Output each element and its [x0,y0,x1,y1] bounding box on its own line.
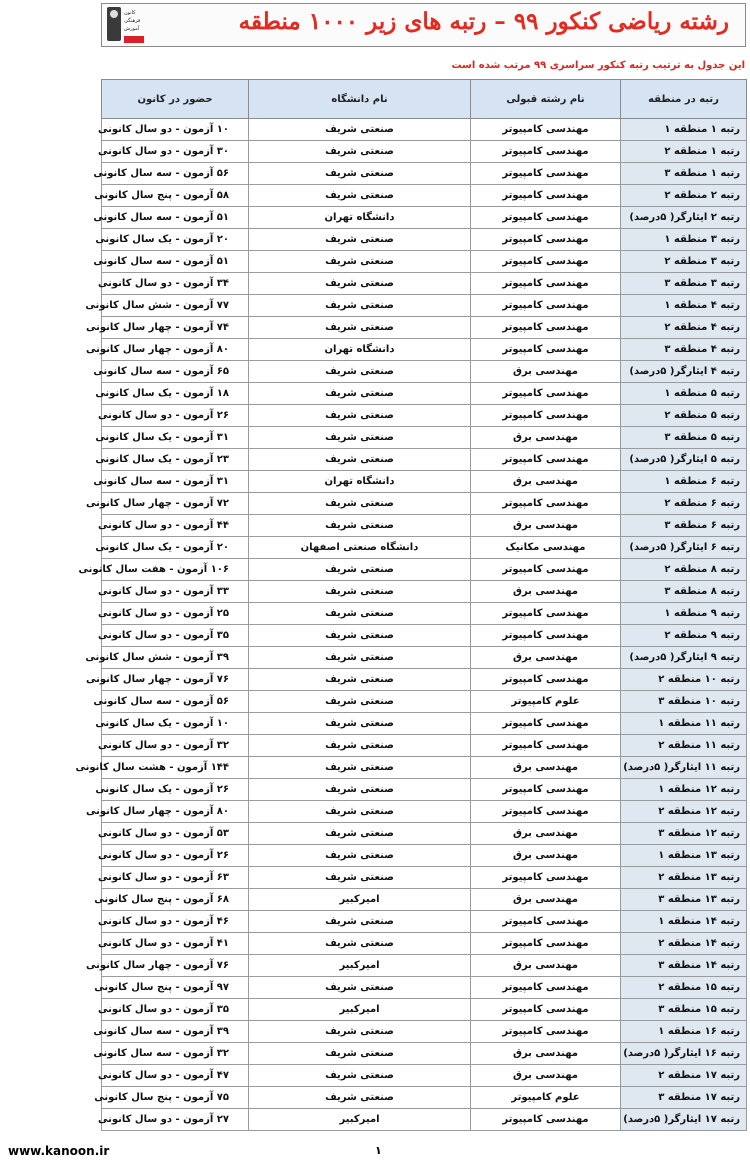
table-row [102,779,747,801]
cell-rank: رتبه ۱۵ منطقه ۳ [621,999,747,1021]
cell-major: علوم کامپیوتر [471,1087,621,1109]
cell-rank: رتبه ۸ منطقه ۲ [621,559,747,581]
cell-university: امیرکبیر [249,999,471,1021]
cell-rank: رتبه ۱۷ ایثارگر( ۵درصد) [621,1109,747,1131]
table-row [102,427,747,449]
cell-major: مهندسی کامپیوتر [471,119,621,141]
cell-attendance: ۵۳ آزمون - دو سال کانونی [102,823,249,845]
cell-major: مهندسی کامپیوتر [471,625,621,647]
cell-attendance: ۳۰ آزمون - دو سال کانونی [102,141,249,163]
cell-university: صنعتی شریف [249,801,471,823]
cell-major: مهندسی برق [471,1065,621,1087]
cell-major: مهندسی کامپیوتر [471,207,621,229]
cell-rank: رتبه ۱۰ منطقه ۲ [621,669,747,691]
cell-university: صنعتی شریف [249,845,471,867]
cell-university: امیرکبیر [249,889,471,911]
cell-attendance: ۴۱ آزمون - دو سال کانونی [102,933,249,955]
table-row [102,493,747,515]
table-row [102,207,747,229]
table-row [102,163,747,185]
cell-rank: رتبه ۳ منطقه ۲ [621,251,747,273]
cell-attendance: ۳۱ آزمون - یک سال کانونی [102,427,249,449]
cell-attendance: ۹۷ آزمون - پنج سال کانونی [102,977,249,999]
cell-rank: رتبه ۱۴ منطقه ۲ [621,933,747,955]
table-row [102,691,747,713]
cell-attendance: ۷۷ آزمون - شش سال کانونی [102,295,249,317]
cell-rank: رتبه ۱ منطقه ۱ [621,119,747,141]
cell-university: صنعتی شریف [249,229,471,251]
table-row [102,625,747,647]
cell-major: مهندسی کامپیوتر [471,251,621,273]
cell-attendance: ۷۲ آزمون - چهار سال کانونی [102,493,249,515]
cell-attendance: ۳۱ آزمون - سه سال کانونی [102,471,249,493]
cell-attendance: ۲۶ آزمون - یک سال کانونی [102,779,249,801]
cell-major: علوم کامپیوتر [471,691,621,713]
cell-attendance: ۲۶ آزمون - دو سال کانونی [102,405,249,427]
cell-attendance: ۳۹ آزمون - سه سال کانونی [102,1021,249,1043]
logo-text-line-2: فرهنگی [124,18,141,24]
cell-attendance: ۳۹ آزمون - شش سال کانونی [102,647,249,669]
cell-major: مهندسی کامپیوتر [471,603,621,625]
column-header-attendance: حضور در کانون [102,80,249,119]
cell-university: صنعتی شریف [249,185,471,207]
cell-university: دانشگاه تهران [249,207,471,229]
cell-university: صنعتی شریف [249,977,471,999]
cell-university: امیرکبیر [249,955,471,977]
cell-major: مهندسی کامپیوتر [471,141,621,163]
cell-major: مهندسی کامپیوتر [471,779,621,801]
cell-university: صنعتی شریف [249,273,471,295]
logo-text-line-3: آموزش [124,26,140,32]
cell-university: صنعتی شریف [249,669,471,691]
cell-university: صنعتی شریف [249,383,471,405]
cell-university: دانشگاه تهران [249,339,471,361]
cell-rank: رتبه ۹ ایثارگر( ۵درصد) [621,647,747,669]
cell-rank: رتبه ۴ منطقه ۳ [621,339,747,361]
cell-attendance: ۴۴ آزمون - دو سال کانونی [102,515,249,537]
table-row [102,317,747,339]
cell-attendance: ۵۶ آزمون - سه سال کانونی [102,163,249,185]
cell-attendance: ۵۱ آزمون - سه سال کانونی [102,251,249,273]
table-row [102,1043,747,1065]
cell-major: مهندسی کامپیوتر [471,295,621,317]
cell-major: مهندسی کامپیوتر [471,713,621,735]
table-row [102,383,747,405]
cell-attendance: ۸۰ آزمون - چهار سال کانونی [102,339,249,361]
cell-major: مهندسی برق [471,1043,621,1065]
cell-university: امیرکبیر [249,1109,471,1131]
cell-major: مهندسی کامپیوتر [471,273,621,295]
cell-attendance: ۳۴ آزمون - دو سال کانونی [102,273,249,295]
cell-rank: رتبه ۱۵ منطقه ۲ [621,977,747,999]
cell-university: صنعتی شریف [249,1043,471,1065]
cell-rank: رتبه ۶ منطقه ۳ [621,515,747,537]
cell-major: مهندسی برق [471,427,621,449]
cell-rank: رتبه ۱۲ منطقه ۲ [621,801,747,823]
cell-attendance: ۱۸ آزمون - یک سال کانونی [102,383,249,405]
cell-rank: رتبه ۶ ایثارگر( ۵درصد) [621,537,747,559]
cell-major: مهندسی کامپیوتر [471,229,621,251]
table-row [102,581,747,603]
table-row [102,999,747,1021]
cell-rank: رتبه ۱۳ منطقه ۳ [621,889,747,911]
cell-rank: رتبه ۵ ایثارگر( ۵درصد) [621,449,747,471]
cell-attendance: ۱۰ آزمون - یک سال کانونی [102,713,249,735]
cell-rank: رتبه ۱۷ منطقه ۳ [621,1087,747,1109]
cell-attendance: ۶۵ آزمون - سه سال کانونی [102,361,249,383]
cell-university: صنعتی شریف [249,823,471,845]
table-row [102,713,747,735]
cell-major: مهندسی کامپیوتر [471,735,621,757]
cell-rank: رتبه ۱۴ منطقه ۳ [621,955,747,977]
cell-university: صنعتی شریف [249,317,471,339]
cell-rank: رتبه ۶ منطقه ۲ [621,493,747,515]
cell-rank: رتبه ۴ ایثارگر( ۵درصد) [621,361,747,383]
cell-major: مهندسی کامپیوتر [471,999,621,1021]
table-row [102,647,747,669]
cell-rank: رتبه ۹ منطقه ۱ [621,603,747,625]
cell-rank: رتبه ۸ منطقه ۳ [621,581,747,603]
table-row [102,273,747,295]
cell-major: مهندسی برق [471,955,621,977]
cell-rank: رتبه ۱۴ منطقه ۱ [621,911,747,933]
cell-major: مهندسی کامپیوتر [471,493,621,515]
cell-major: مهندسی کامپیوتر [471,185,621,207]
logo-text-line-1: کانون [124,10,136,16]
page-number: ۱ [375,1144,382,1157]
cell-rank: رتبه ۱۳ منطقه ۲ [621,867,747,889]
cell-university: صنعتی شریف [249,867,471,889]
cell-university: صنعتی شریف [249,361,471,383]
cell-university: صنعتی شریف [249,163,471,185]
cell-rank: رتبه ۱۲ منطقه ۱ [621,779,747,801]
cell-rank: رتبه ۶ منطقه ۱ [621,471,747,493]
cell-attendance: ۳۵ آزمون - دو سال کانونی [102,625,249,647]
table-row [102,251,747,273]
cell-major: مهندسی کامپیوتر [471,933,621,955]
table-row [102,823,747,845]
cell-university: صنعتی شریف [249,119,471,141]
cell-university: صنعتی شریف [249,911,471,933]
cell-attendance: ۴۶ آزمون - دو سال کانونی [102,911,249,933]
cell-attendance: ۳۲ آزمون - دو سال کانونی [102,735,249,757]
table-row [102,229,747,251]
page-title: رشته ریاضی کنکور ۹۹ – رتبه های زیر ۱۰۰۰ منطقه [238,8,729,35]
cell-university: صنعتی شریف [249,405,471,427]
cell-rank: رتبه ۳ منطقه ۱ [621,229,747,251]
cell-university: صنعتی شریف [249,141,471,163]
cell-rank: رتبه ۹ منطقه ۲ [621,625,747,647]
cell-attendance: ۴۷ آزمون - دو سال کانونی [102,1065,249,1087]
cell-attendance: ۵۶ آزمون - سه سال کانونی [102,691,249,713]
table-row [102,955,747,977]
cell-rank: رتبه ۱۱ ایثارگر( ۵درصد) [621,757,747,779]
cell-university: صنعتی شریف [249,713,471,735]
table-note: این جدول به ترتیب رتبه کنکور سراسری ۹۹ مرتب شده است [451,60,745,71]
cell-attendance: ۱۴۴ آزمون - هشت سال کانونی [102,757,249,779]
table-row [102,845,747,867]
cell-rank: رتبه ۱۷ منطقه ۲ [621,1065,747,1087]
cell-attendance: ۱۰ آزمون - دو سال کانونی [102,119,249,141]
table-row [102,449,747,471]
table-header-row [102,80,747,119]
cell-attendance: ۷۶ آزمون - چهار سال کانونی [102,955,249,977]
table-row [102,757,747,779]
column-header-major: نام رشته قبولی [471,80,621,119]
table-row [102,977,747,999]
cell-rank: رتبه ۱۱ منطقه ۲ [621,735,747,757]
table-row [102,405,747,427]
cell-attendance: ۶۳ آزمون - دو سال کانونی [102,867,249,889]
cell-university: صنعتی شریف [249,1021,471,1043]
cell-university: صنعتی شریف [249,559,471,581]
cell-rank: رتبه ۳ منطقه ۳ [621,273,747,295]
cell-attendance: ۳۵ آزمون - دو سال کانونی [102,999,249,1021]
cell-attendance: ۷۶ آزمون - چهار سال کانونی [102,669,249,691]
cell-attendance: ۲۵ آزمون - دو سال کانونی [102,603,249,625]
table-row [102,119,747,141]
table-row [102,889,747,911]
table-row [102,801,747,823]
cell-attendance: ۲۰ آزمون - یک سال کانونی [102,537,249,559]
cell-attendance: ۸۰ آزمون - چهار سال کانونی [102,801,249,823]
cell-attendance: ۲۰ آزمون - یک سال کانونی [102,229,249,251]
table-row [102,185,747,207]
cell-major: مهندسی برق [471,471,621,493]
cell-major: مهندسی کامپیوتر [471,317,621,339]
cell-rank: رتبه ۱۰ منطقه ۳ [621,691,747,713]
cell-attendance: ۲۷ آزمون - دو سال کانونی [102,1109,249,1131]
cell-major: مهندسی کامپیوتر [471,1109,621,1131]
cell-university: صنعتی شریف [249,757,471,779]
column-header-university: نام دانشگاه [249,80,471,119]
ranks-table [75,79,747,1131]
table-row [102,471,747,493]
table-row [102,295,747,317]
cell-university: صنعتی شریف [249,933,471,955]
cell-major: مهندسی کامپیوتر [471,383,621,405]
table-row [102,933,747,955]
cell-rank: رتبه ۱۶ ایثارگر( ۵درصد) [621,1043,747,1065]
cell-attendance: ۳۲ آزمون - سه سال کانونی [102,1043,249,1065]
cell-major: مهندسی برق [471,889,621,911]
cell-university: صنعتی شریف [249,691,471,713]
cell-university: صنعتی شریف [249,493,471,515]
cell-major: مهندسی برق [471,647,621,669]
cell-rank: رتبه ۵ منطقه ۲ [621,405,747,427]
cell-attendance: ۵۱ آزمون - سه سال کانونی [102,207,249,229]
cell-university: صنعتی شریف [249,603,471,625]
footer-website[interactable]: www.kanoon.ir [8,1144,110,1158]
cell-attendance: ۷۵ آزمون - پنج سال کانونی [102,1087,249,1109]
cell-rank: رتبه ۵ منطقه ۳ [621,427,747,449]
cell-university: دانشگاه تهران [249,471,471,493]
table-row [102,141,747,163]
cell-attendance: ۱۰۶ آزمون - هفت سال کانونی [102,559,249,581]
title-banner [101,3,746,47]
cell-rank: رتبه ۲ ایثارگر( ۵درصد) [621,207,747,229]
table-row [102,603,747,625]
cell-major: مهندسی کامپیوتر [471,1021,621,1043]
table-row [102,1065,747,1087]
cell-rank: رتبه ۴ منطقه ۲ [621,317,747,339]
cell-attendance: ۲۳ آزمون - یک سال کانونی [102,449,249,471]
cell-major: مهندسی کامپیوتر [471,801,621,823]
cell-major: مهندسی کامپیوتر [471,559,621,581]
graduate-icon [107,7,121,41]
cell-major: مهندسی کامپیوتر [471,669,621,691]
table-row [102,361,747,383]
cell-attendance: ۷۴ آزمون - چهار سال کانونی [102,317,249,339]
cell-university: دانشگاه صنعتی اصفهان [249,537,471,559]
cell-major: مهندسی کامپیوتر [471,405,621,427]
table-row [102,867,747,889]
cell-rank: رتبه ۱ منطقه ۲ [621,141,747,163]
cell-university: صنعتی شریف [249,449,471,471]
cell-attendance: ۶۸ آزمون - پنج سال کانونی [102,889,249,911]
cell-major: مهندسی برق [471,361,621,383]
cell-university: صنعتی شریف [249,515,471,537]
cell-rank: رتبه ۵ منطقه ۱ [621,383,747,405]
cell-major: مهندسی برق [471,757,621,779]
cell-rank: رتبه ۱ منطقه ۳ [621,163,747,185]
table-row [102,669,747,691]
cell-rank: رتبه ۲ منطقه ۲ [621,185,747,207]
cell-university: صنعتی شریف [249,647,471,669]
table-body [75,119,747,1131]
cell-university: صنعتی شریف [249,735,471,757]
cell-major: مهندسی کامپیوتر [471,449,621,471]
cell-major: مهندسی مکانیک [471,537,621,559]
logo-red-tag [124,36,144,43]
table-row [102,911,747,933]
table-row [102,515,747,537]
cell-university: صنعتی شریف [249,1065,471,1087]
table-row [102,735,747,757]
cell-university: صنعتی شریف [249,251,471,273]
table-row [102,1087,747,1109]
cell-university: صنعتی شریف [249,625,471,647]
cell-university: صنعتی شریف [249,779,471,801]
cell-rank: رتبه ۱۳ منطقه ۱ [621,845,747,867]
table-row [102,1021,747,1043]
cell-attendance: ۵۸ آزمون - پنج سال کانونی [102,185,249,207]
cell-major: مهندسی برق [471,845,621,867]
cell-major: مهندسی کامپیوتر [471,911,621,933]
cell-university: صنعتی شریف [249,1087,471,1109]
cell-university: صنعتی شریف [249,427,471,449]
cell-major: مهندسی کامپیوتر [471,977,621,999]
cell-major: مهندسی برق [471,515,621,537]
cell-university: صنعتی شریف [249,295,471,317]
table-row [102,559,747,581]
cell-rank: رتبه ۴ منطقه ۱ [621,295,747,317]
cell-major: مهندسی کامپیوتر [471,339,621,361]
cell-major: مهندسی کامپیوتر [471,163,621,185]
cell-attendance: ۳۳ آزمون - دو سال کانونی [102,581,249,603]
cell-rank: رتبه ۱۱ منطقه ۱ [621,713,747,735]
cell-attendance: ۲۶ آزمون - دو سال کانونی [102,845,249,867]
cell-major: مهندسی کامپیوتر [471,867,621,889]
table-row [102,537,747,559]
cell-major: مهندسی برق [471,581,621,603]
cell-rank: رتبه ۱۲ منطقه ۳ [621,823,747,845]
kanoon-logo [106,6,146,44]
table-row [102,1109,747,1131]
cell-university: صنعتی شریف [249,581,471,603]
table-row [102,339,747,361]
column-header-rank: رتبه در منطقه [621,80,747,119]
cell-major: مهندسی برق [471,823,621,845]
cell-rank: رتبه ۱۶ منطقه ۱ [621,1021,747,1043]
